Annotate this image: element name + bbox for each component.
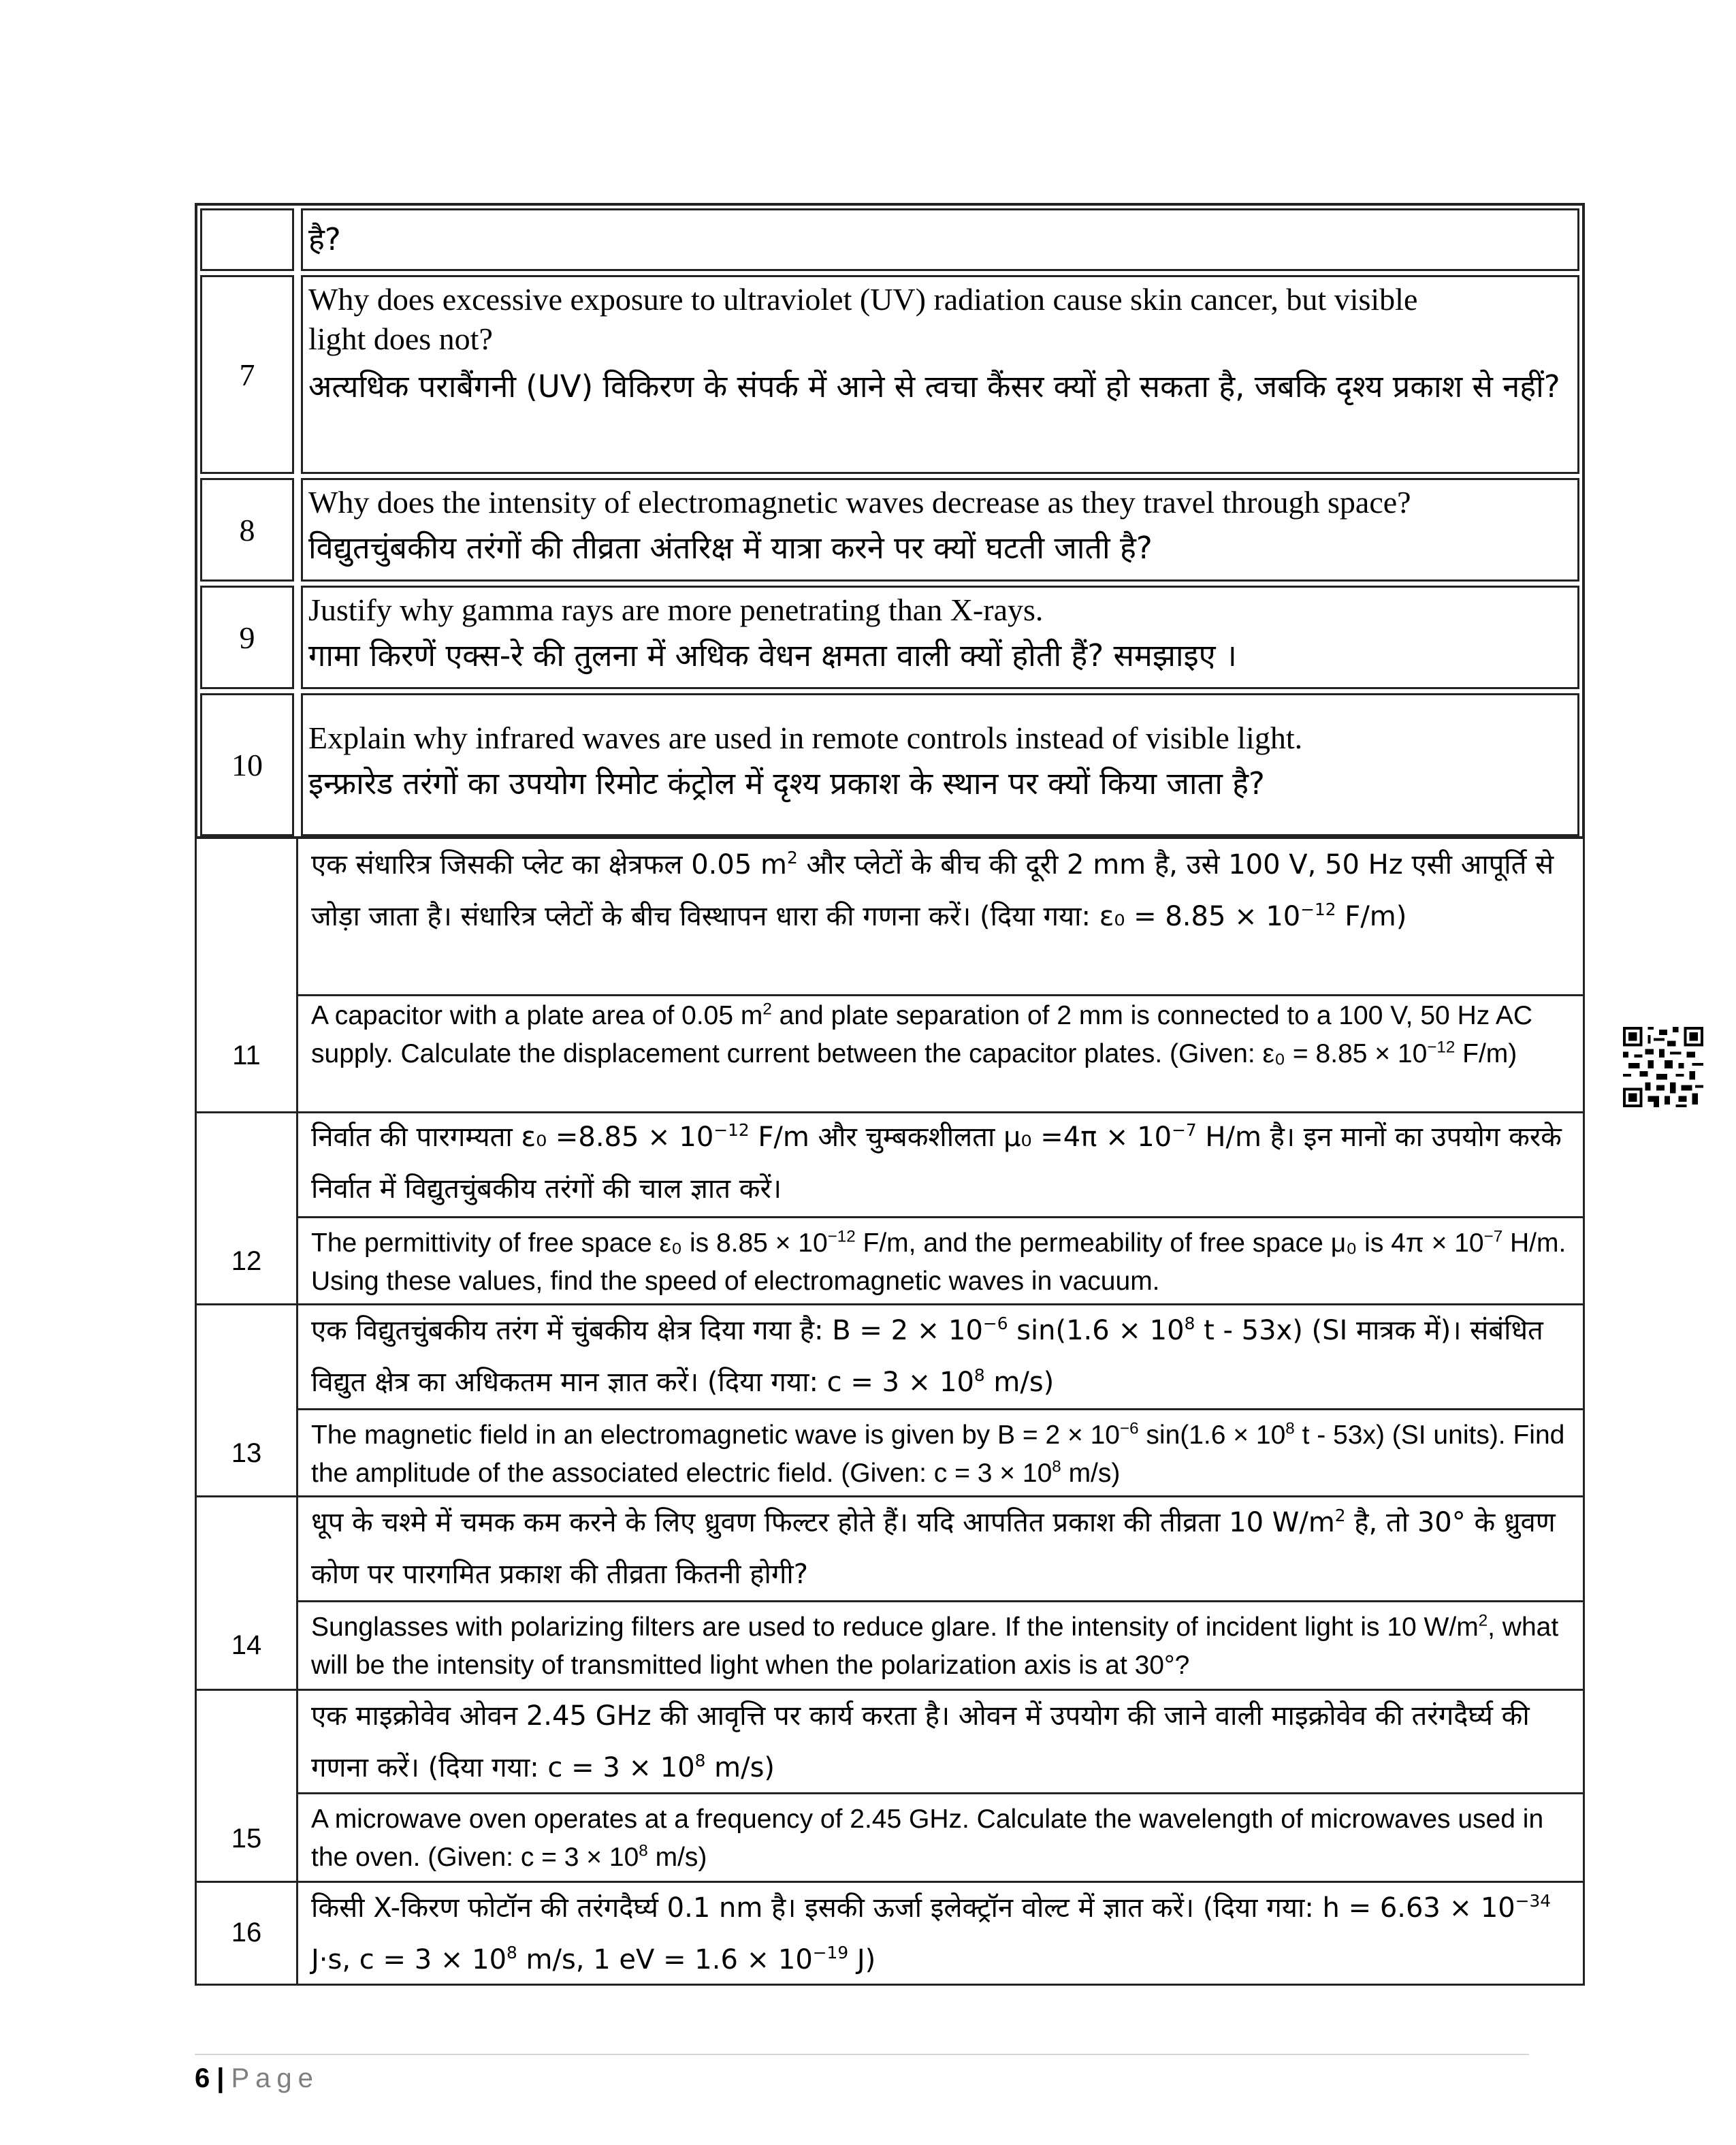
qr-code-icon [1623, 1027, 1703, 1107]
page-label: Page [231, 2063, 319, 2093]
table-row [200, 275, 1579, 474]
question-number: 16 [231, 1918, 262, 1948]
question-text-english: The permittivity of free space ε₀ is $8.85 \times 10^{-12}$ F/m, and the permeability of free space μ₀ is $4\pi \times 10^{-7}$ H/m. Using these values, find the speed of electromagnetic waves in vacuum. [311, 1227, 1566, 1296]
page-number: 6 [195, 2063, 210, 2093]
question-number: 11 [232, 1040, 261, 1070]
questions-table-upper [195, 203, 1585, 839]
question-text-hindi: अत्यधिक पराबैंगनी (UV) विकिरण के संपर्क में आने से त्वचा कैंसर क्यों हो सकता है, जबकि दृश्य प्रकाश से नहीं? [308, 368, 1560, 404]
question-text-hindi: है? [308, 221, 341, 257]
question-number: 8 [200, 478, 294, 582]
question-cell [301, 208, 1579, 271]
column-divider [296, 839, 298, 1984]
table-row [200, 478, 1579, 582]
question-number: 15 [231, 1824, 262, 1854]
question-text-hindi: निर्वात की पारगम्यता $\varepsilon_0 =8.85 \times 10^{-12}$ F/m और चुम्बकशीलता $\mu_0 =4\pi \times 10^{-7}$ H/m है। इन मानों का उपयोग करके निर्वात में विद्युतचुंबकीय तरंगों की चाल ज्ञात करें। [311, 1120, 1562, 1205]
question-text-hindi: एक संधारित्र जिसकी प्लेट का क्षेत्रफल 0.05 $m^2$ और प्लेटों के बीच की दूरी 2 mm है, उसे 100 V, 50 Hz एसी आपूर्ति से जोड़ा जाता है। संधारित्र प्लेटों के बीच विस्थापन धारा की गणना करें। (दिया गया: $\varepsilon_0 = 8.85 \times 10^{-12}$ F/m) [311, 848, 1554, 932]
question-text-english: A capacitor with a plate area of 0.05 $m^2$ and plate separation of 2 mm is connected to a 100 V, 50 Hz AC supply. Calculate the displacement current between the capacitor plates. (Given: $\varepsilon_0 = 8.85 \times 10^{-12}$ F/m) [311, 1000, 1533, 1068]
question-number [200, 208, 294, 271]
language-divider [296, 1408, 1583, 1410]
question-text-hindi: गामा किरणें एक्स-रे की तुलना में अधिक वेधन क्षमता वाली क्यों होती हैं? समझाइए । [308, 637, 1237, 673]
question-text-english: Why does excessive exposure to ultraviolet (UV) radiation cause skin cancer, but visible [308, 282, 1418, 317]
table-row [200, 208, 1579, 271]
question-text-english: light does not? [308, 321, 493, 356]
question-number: 10 [200, 693, 294, 836]
question-number: 7 [200, 275, 294, 474]
question-text-english: A microwave oven operates at a frequency of 2.45 GHz. Calculate the wavelength of microwaves used in the oven. (Given: $c = 3 \times 10^8$ m/s) [311, 1805, 1544, 1872]
question-text-hindi: धूप के चश्मे में चमक कम करने के लिए ध्रुवण फिल्टर होते हैं। यदि आपतित प्रकाश की तीव्रता 10 $W/m^2$ है, तो 30° के ध्रुवण कोण पर पारगमित प्रकाश की तीव्रता कितनी होगी? [311, 1506, 1556, 1590]
question-text-english: The magnetic field in an electromagnetic wave is given by $B = 2 \times 10^{-6}$ $\sin(1.6 \times 10^8$ t - 53x) (SI units). Find the amplitude of the associated electric field. (Given: $c = 3 \times 10^8$ m/s) [311, 1419, 1565, 1488]
question-text-hindi: एक माइक्रोवेव ओवन 2.45 GHz की आवृत्ति पर कार्य करता है। ओवन में उपयोग की जाने वाली माइक्रोवेव की तरंगदैर्घ्य की गणना करें। (दिया गया: $c = 3 \times 10^8$ m/s) [311, 1700, 1530, 1783]
question-text-hindi: विद्युतचुंबकीय तरंगों की तीव्रता अंतरिक्ष में यात्रा करने पर क्यों घटती जाती है? [308, 530, 1153, 566]
table-row [200, 586, 1579, 689]
question-text-hindi: एक विद्युतचुंबकीय तरंग में चुंबकीय क्षेत्र दिया गया है: $B = 2 \times 10^{-6}$ $\sin(1.6 \times 10^8$ t - 53x) (SI मात्रक में)। संबंधित विद्युत क्षेत्र का अधिकतम मान ज्ञात करें। (दिया गया: $c = 3 \times 10^8$ m/s) [311, 1314, 1543, 1398]
footer-divider [195, 2054, 1529, 2055]
table-row [200, 693, 1579, 836]
language-divider [296, 994, 1583, 996]
questions-table-lower [195, 839, 1585, 1986]
question-number: 12 [231, 1246, 262, 1276]
question-number: 9 [200, 586, 294, 689]
footer-separator: | [216, 2063, 225, 2093]
question-text-english: Why does the intensity of electromagnetic waves decrease as they travel through space? [308, 485, 1411, 520]
question-cell [301, 693, 1579, 836]
question-cell [301, 478, 1579, 582]
question-text-english: Sunglasses with polarizing filters are used to reduce glare. If the intensity of incident light is 10 $W/m^2$, what will be the intensity of transmitted light when the polarization axis is at 30°? [311, 1611, 1559, 1680]
question-number: 13 [231, 1438, 262, 1468]
question-number: 14 [231, 1630, 262, 1660]
language-divider [296, 1600, 1583, 1602]
question-text-english: Explain why infrared waves are used in remote controls instead of visible light. [308, 720, 1303, 755]
question-cell [301, 586, 1579, 689]
question-text-hindi: किसी X-किरण फोटॉन की तरंगदैर्घ्य 0.1 nm है। इसकी ऊर्जा इलेक्ट्रॉन वोल्ट में ज्ञात करें। (दिया गया: $h = 6.63 \times 10^{-34}$ J·s, $c = 3 \times 10^8$ m/s, 1 eV = $1.6 \times 10^{-19}$ J) [311, 1891, 1552, 1975]
question-cell [301, 275, 1579, 474]
question-text-english: Justify why gamma rays are more penetrating than X-rays. [308, 592, 1044, 627]
question-text-hindi: इन्फ्रारेड तरंगों का उपयोग रिमोट कंट्रोल में दृश्य प्रकाश के स्थान पर क्यों किया जाता है? [308, 765, 1265, 801]
language-divider [296, 1216, 1583, 1218]
page-footer [195, 2056, 319, 2100]
